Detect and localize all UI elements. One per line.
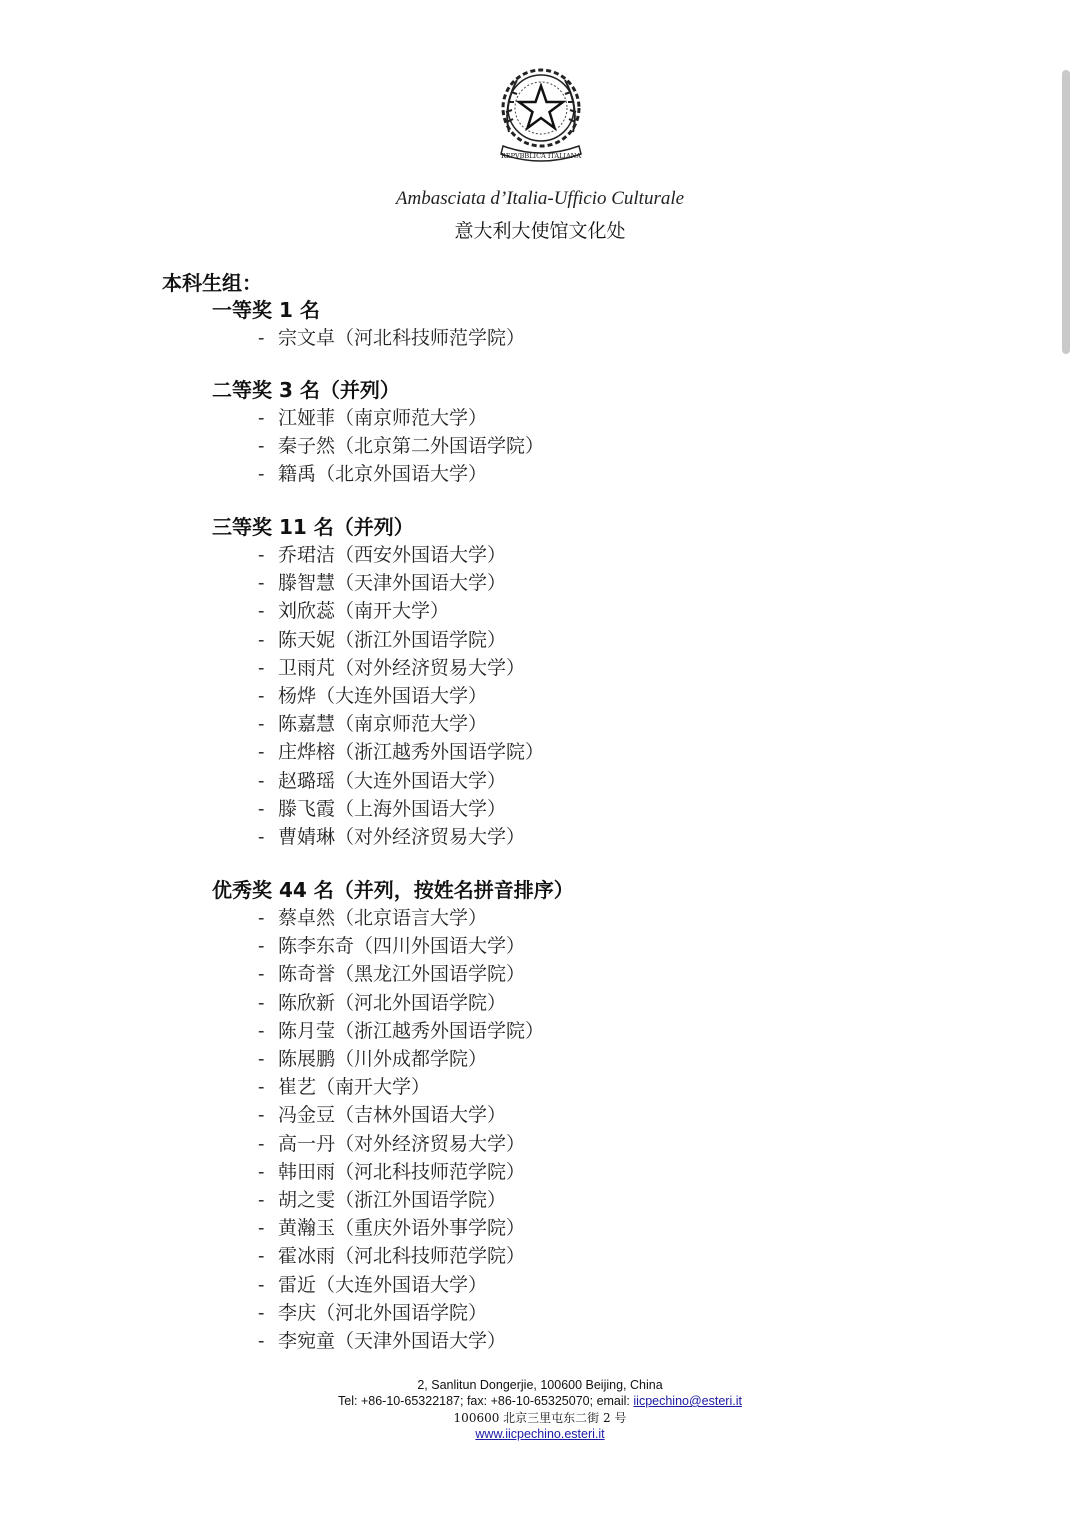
list-item bbox=[258, 687, 487, 706]
list-item bbox=[258, 546, 506, 565]
bullet-dash: - bbox=[258, 1019, 265, 1042]
list-item bbox=[258, 965, 525, 984]
awardee-name: 乔珺洁（西安外国语大学） bbox=[278, 544, 507, 566]
list-item bbox=[258, 437, 544, 456]
awardee-name: 黄瀚玉（重庆外语外事学院） bbox=[278, 1217, 526, 1240]
awardee-name: 宗文卓（河北科技师范学院） bbox=[278, 327, 526, 349]
list-item bbox=[258, 574, 506, 593]
awardee-name: 李庆（河北外国语学院） bbox=[278, 1301, 488, 1324]
bullet-dash: - bbox=[258, 935, 265, 958]
list-item bbox=[258, 602, 449, 621]
bullet-dash: - bbox=[258, 1189, 265, 1211]
bullet-dash: - bbox=[258, 435, 265, 458]
awardee-name: 陈奇誉（黑龙江外国语学院） bbox=[278, 963, 526, 986]
awardee-name: 秦子然（北京第二外国语学院） bbox=[278, 435, 545, 458]
list-item bbox=[258, 1247, 525, 1266]
bullet-dash: - bbox=[258, 1245, 265, 1268]
list-item bbox=[258, 1106, 506, 1125]
scrollbar[interactable] bbox=[1062, 70, 1070, 354]
header-italian: Ambasciata d’Italia-Ufficio Culturale bbox=[395, 188, 685, 209]
bullet-dash: - bbox=[258, 1330, 265, 1352]
bullet-dash: - bbox=[258, 600, 265, 623]
awardee-name: 崔艺（南开大学） bbox=[278, 1076, 431, 1099]
list-item bbox=[258, 465, 487, 484]
list-item bbox=[258, 656, 526, 679]
awardee-name: 胡之雯（浙江外国语学院） bbox=[278, 1189, 507, 1211]
list-item bbox=[258, 1019, 545, 1042]
list-item bbox=[258, 1160, 526, 1183]
awardee-name: 滕智慧（天津外国语大学） bbox=[278, 572, 507, 595]
awardee-name: 李宛童（天津外国语大学） bbox=[278, 1330, 507, 1352]
list-item bbox=[258, 1191, 506, 1210]
list-item bbox=[258, 1078, 430, 1097]
footer-address-cn: 100600 北京三里屯东二街 2 号 bbox=[453, 1411, 627, 1425]
list-item bbox=[258, 1301, 488, 1324]
list-item bbox=[258, 1332, 506, 1351]
prize-title: 一等奖 1 名 bbox=[212, 298, 320, 322]
awardee-name: 曹婧琳（对外经济贸易大学） bbox=[278, 826, 526, 848]
awardee-name: 江娅菲（南京师范大学） bbox=[278, 407, 488, 429]
bullet-dash: - bbox=[258, 572, 265, 595]
awardee-name: 雷近（大连外国语大学） bbox=[278, 1273, 488, 1296]
bullet-dash: - bbox=[258, 407, 265, 429]
bullet-dash: - bbox=[258, 1132, 265, 1155]
bullet-dash: - bbox=[258, 1104, 265, 1127]
awardee-name: 陈月莹（浙江越秀外国语学院） bbox=[278, 1019, 545, 1042]
awardee-name: 陈嘉慧（南京师范大学） bbox=[278, 713, 488, 736]
group-title: 本科生组： bbox=[162, 271, 262, 295]
awardee-name: 赵璐瑶（大连外国语大学） bbox=[278, 769, 507, 792]
footer-address: 2, Sanlitun Dongerjie, 100600 Beijing, China bbox=[417, 1378, 663, 1392]
bullet-dash: - bbox=[258, 685, 265, 707]
awardee-name: 庄烨榕（浙江越秀外国语学院） bbox=[278, 741, 545, 764]
list-item bbox=[258, 909, 487, 928]
bullet-dash: - bbox=[258, 797, 265, 820]
list-item bbox=[258, 628, 507, 651]
list-item bbox=[258, 409, 487, 428]
bullet-dash: - bbox=[258, 769, 265, 792]
bullet-dash: - bbox=[258, 1273, 265, 1296]
list-item bbox=[258, 329, 525, 348]
bullet-dash: - bbox=[258, 907, 265, 929]
awardee-name: 蔡卓然（北京语言大学） bbox=[278, 907, 488, 929]
bullet-dash: - bbox=[258, 1160, 265, 1183]
bullet-dash: - bbox=[258, 1048, 265, 1070]
emblem-ribbon-text: REPVBBLICA ITALIANA bbox=[500, 152, 582, 160]
list-item bbox=[258, 1273, 488, 1296]
list-item bbox=[258, 1132, 526, 1155]
bullet-dash: - bbox=[258, 463, 265, 486]
bullet-dash: - bbox=[258, 1301, 265, 1324]
awardee-name: 卫雨芃（对外经济贸易大学） bbox=[278, 656, 526, 679]
email-link[interactable]: iicpechino@esteri.it bbox=[633, 1394, 742, 1408]
list-item bbox=[258, 828, 525, 847]
list-item bbox=[258, 743, 544, 762]
awardee-name: 陈天妮（浙江外国语学院） bbox=[278, 628, 507, 651]
list-item bbox=[258, 1219, 525, 1238]
bullet-dash: - bbox=[258, 544, 265, 566]
list-item bbox=[258, 991, 507, 1014]
italian-republic-emblem bbox=[495, 62, 587, 168]
prize-title: 三等奖 11 名（并列） bbox=[212, 515, 414, 539]
awardee-name: 籍禹（北京外国语大学） bbox=[278, 463, 488, 486]
website-link[interactable]: www.iicpechino.esteri.it bbox=[475, 1427, 605, 1441]
list-item bbox=[258, 769, 507, 792]
list-item bbox=[258, 715, 487, 734]
bullet-dash: - bbox=[258, 656, 265, 679]
awardee-name: 高一丹（对外经济贸易大学） bbox=[278, 1132, 526, 1155]
footer-contact bbox=[0, 1395, 1080, 1408]
awardee-name: 滕飞霞（上海外国语大学） bbox=[278, 797, 507, 820]
bullet-dash: - bbox=[258, 963, 265, 986]
footer-contact-text: Tel: +86-10-65322187; fax: +86-10-65325070; email: bbox=[338, 1394, 634, 1408]
bullet-dash: - bbox=[258, 826, 265, 848]
awardee-name: 韩田雨（河北科技师范学院） bbox=[278, 1160, 526, 1183]
list-item bbox=[258, 797, 507, 820]
bullet-dash: - bbox=[258, 741, 265, 764]
bullet-dash: - bbox=[258, 713, 265, 736]
bullet-dash: - bbox=[258, 327, 265, 349]
bullet-dash: - bbox=[258, 991, 265, 1014]
awardee-name: 陈李东奇（四川外国语大学） bbox=[278, 935, 526, 958]
bullet-dash: - bbox=[258, 1217, 265, 1240]
awardee-name: 陈欣新（河北外国语学院） bbox=[278, 991, 507, 1014]
bullet-dash: - bbox=[258, 628, 265, 651]
awardee-name: 陈展鹏（川外成都学院） bbox=[278, 1048, 488, 1070]
list-item bbox=[258, 1050, 487, 1069]
prize-title: 优秀奖 44 名（并列，按姓名拼音排序） bbox=[212, 878, 574, 902]
header-chinese: 意大利大使馆文化处 bbox=[454, 220, 626, 242]
awardee-name: 冯金豆（吉林外国语大学） bbox=[278, 1104, 507, 1127]
bullet-dash: - bbox=[258, 1076, 265, 1099]
awardee-name: 杨烨（大连外国语大学） bbox=[278, 685, 488, 707]
prize-title: 二等奖 3 名（并列） bbox=[212, 378, 400, 402]
awardee-name: 霍冰雨（河北科技师范学院） bbox=[278, 1245, 526, 1268]
footer-website bbox=[0, 1428, 1080, 1441]
list-item bbox=[258, 937, 525, 956]
awardee-name: 刘欣蕊（南开大学） bbox=[278, 600, 450, 623]
